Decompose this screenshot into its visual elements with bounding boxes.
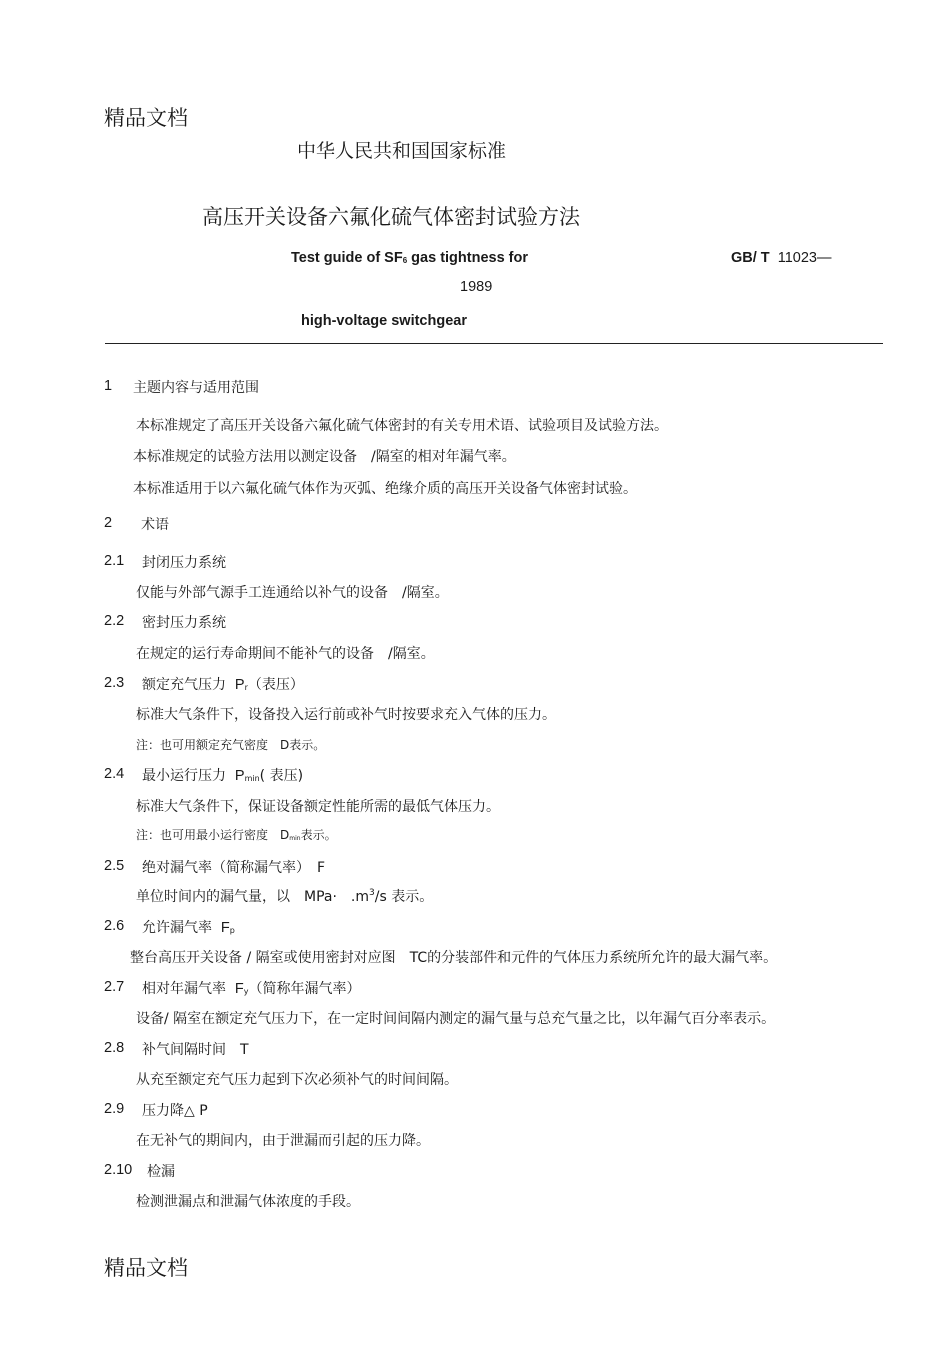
term-definition-text: 单位时间内的漏气量，以 MPa· .m — [136, 889, 370, 905]
term-definition: 检测泄漏点和泄漏气体浓度的手段。 — [136, 1194, 360, 1210]
term-symbol-subscript: r — [244, 683, 248, 692]
term-note-text: 注：也可用最小运行密度 D — [136, 828, 290, 842]
term-definition — [136, 886, 433, 906]
term-definition: 标准大气条件下，设备投入运行前或补气时按要求充入气体的压力。 — [136, 707, 556, 723]
term-suffix: ( 表压) — [259, 768, 304, 784]
term-note-suffix: 表示。 — [300, 828, 337, 842]
term-symbol: P — [234, 677, 245, 693]
term-suffix: （表压） — [247, 677, 304, 693]
term-title: 检漏 — [147, 1164, 175, 1180]
term-title-line — [142, 765, 303, 785]
term-note — [136, 826, 337, 843]
term-definition-suffix: /s 表示。 — [374, 889, 434, 905]
term-symbol: F — [234, 981, 244, 997]
term-number: 2.5 — [104, 858, 125, 874]
section-title: 术语 — [141, 517, 169, 533]
term-title: 密封压力系统 — [142, 615, 226, 631]
term-definition: 仅能与外部气源手工连通给以补气的设备 /隔室。 — [136, 585, 449, 601]
term-number: 2.4 — [104, 766, 125, 782]
term-title: 允许漏气率 — [142, 920, 212, 936]
english-title-line1: Test guide of SF6 gas tightness for — [291, 250, 529, 266]
header-rule — [105, 343, 883, 344]
term-number: 2.1 — [104, 553, 125, 569]
term-title: 封闭压力系统 — [142, 555, 226, 571]
term-title-line — [142, 917, 235, 937]
term-number: 2.2 — [104, 613, 125, 629]
term-symbol-subscript: y — [243, 987, 249, 996]
standard-code-prefix: GB/ T — [731, 250, 770, 266]
section-number: 2 — [104, 515, 113, 531]
paragraph: 本标准规定了高压开关设备六氟化硫气体密封的有关专用术语、试验项目及试验方法。 — [136, 418, 668, 434]
term-symbol-subscript: p — [229, 926, 235, 935]
paragraph: 本标准适用于以六氟化硫气体作为灭弧、绝缘介质的高压开关设备气体密封试验。 — [133, 481, 637, 497]
term-title: 相对年漏气率 — [142, 981, 226, 997]
term-title-line — [142, 978, 361, 998]
term-title: 最小运行压力 — [142, 768, 226, 784]
term-symbol-subscript: min — [244, 774, 260, 783]
paragraph: 本标准规定的试验方法用以测定设备 /隔室的相对年漏气率。 — [133, 449, 516, 465]
term-definition: 在无补气的期间内，由于泄漏而引起的压力降。 — [136, 1133, 430, 1149]
term-number: 2.6 — [104, 918, 125, 934]
watermark-top: 精品文档 — [104, 106, 188, 130]
section-number: 1 — [104, 378, 113, 394]
english-title-line2: high-voltage switchgear — [301, 313, 467, 329]
term-definition: 整台高压开关设备 / 隔室或使用密封对应图 TC的分装部件和元件的气体压力系统所允许的最大漏气率。 — [130, 950, 778, 966]
standard-code-year: 1989 — [460, 279, 493, 295]
term-title: 绝对漏气率（简称漏气率） F — [142, 860, 326, 876]
term-number: 2.10 — [104, 1162, 133, 1178]
term-title: 补气间隔时间 T — [142, 1042, 249, 1058]
term-number: 2.8 — [104, 1040, 125, 1056]
national-standard-heading: 中华人民共和国国家标准 — [297, 140, 507, 162]
term-note-subscript: min — [289, 835, 301, 842]
term-number: 2.3 — [104, 675, 125, 691]
sf6-subscript: 6 — [402, 256, 408, 265]
term-definition: 设备/ 隔室在额定充气压力下，在一定时间间隔内测定的漏气量与总充气量之比，以年漏气百分率表示。 — [136, 1011, 776, 1027]
watermark-bottom: 精品文档 — [104, 1256, 188, 1280]
term-title: 压力降△ P — [142, 1103, 208, 1119]
term-number: 2.7 — [104, 979, 125, 995]
term-symbol: F — [220, 920, 230, 936]
term-suffix: （简称年漏气率） — [248, 981, 361, 997]
term-note: 注：也可用额定充气密度 D表示。 — [136, 738, 326, 752]
document-title: 高压开关设备六氟化硫气体密封试验方法 — [202, 205, 580, 229]
term-definition: 从充至额定充气压力起到下次必须补气的时间间隔。 — [136, 1072, 458, 1088]
term-symbol: P — [234, 768, 245, 784]
standard-code-number: 11023— — [777, 250, 832, 266]
term-number: 2.9 — [104, 1101, 125, 1117]
section-title: 主题内容与适用范围 — [133, 380, 259, 396]
term-title: 额定充气压力 — [142, 677, 226, 693]
term-title-line — [142, 674, 304, 694]
term-definition: 标准大气条件下，保证设备额定性能所需的最低气体压力。 — [136, 799, 500, 815]
standard-code — [731, 250, 831, 266]
unit-superscript: 3 — [369, 888, 375, 898]
term-definition: 在规定的运行寿命期间不能补气的设备 /隔室。 — [136, 646, 435, 662]
